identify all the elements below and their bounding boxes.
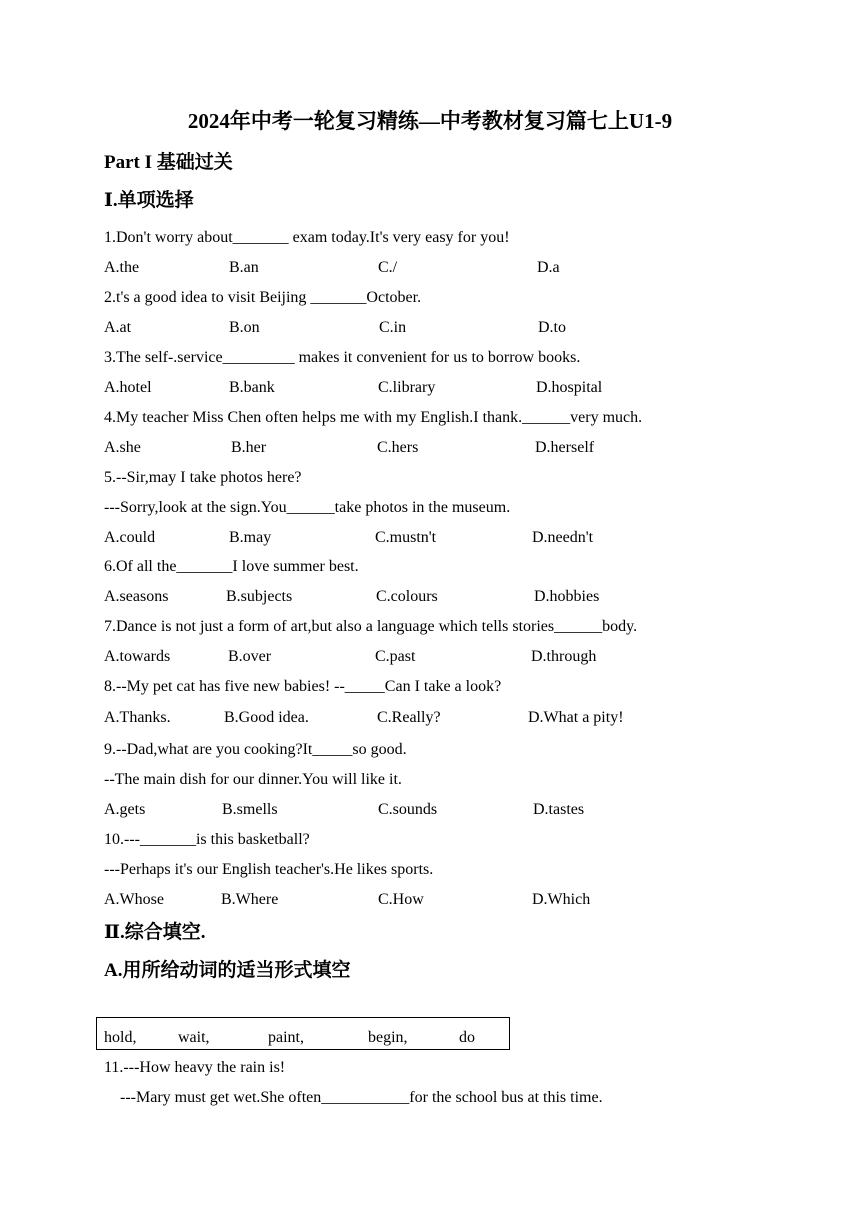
section-heading-multiple-choice: Ⅰ.单项选择 [104,190,194,211]
q9-option-b: B.smells [222,801,278,818]
question-9-text-line2: --The main dish for our dinner.You will like it. [104,771,402,788]
q1-option-d: D.a [537,259,560,276]
q3-option-b: B.bank [229,379,275,396]
question-1-text: 1.Don't worry about_______ exam today.It's very easy for you! [104,229,510,246]
question-5-text: 5.--Sir,may I take photos here? [104,469,302,486]
q8-option-b: B.Good idea. [224,709,309,726]
q4-option-a: A.she [104,439,141,456]
q6-option-c: C.colours [376,588,438,605]
word-bank-item: hold, [104,1029,137,1046]
q4-option-b: B.her [231,439,267,456]
question-5-text-line2: ---Sorry,look at the sign.You______take photos in the museum. [104,499,511,516]
q6-option-d: D.hobbies [534,588,600,605]
question-3-text: 3.The self-.service_________ makes it convenient for us to borrow books. [104,349,581,366]
q8-option-a: A.Thanks. [104,709,171,726]
q2-option-b: B.on [229,319,260,336]
q10-option-b: B.Where [221,891,279,908]
subsection-heading-verb-forms: A.用所给动词的适当形式填空 [104,960,351,981]
q7-option-a: A.towards [104,648,171,665]
q6-option-a: A.seasons [104,588,169,605]
q1-option-c: C./ [378,259,398,276]
question-2-text: 2.t's a good idea to visit Beijing _______October. [104,289,422,306]
question-8-text: 8.--My pet cat has five new babies! --_____Can I take a look? [104,678,502,695]
q5-option-a: A.could [104,529,156,546]
question-9-text: 9.--Dad,what are you cooking?It_____so good. [104,741,407,758]
q9-option-d: D.tastes [533,801,585,818]
q1-option-a: A.the [104,259,140,276]
section-heading-fill-in: Ⅱ.综合填空. [104,922,206,943]
question-10-text: 10.---_______is this basketball? [104,831,310,848]
q10-option-d: D.Which [532,891,591,908]
question-11-text: 11.---How heavy the rain is! [104,1059,286,1076]
q4-option-c: C.hers [377,439,419,456]
page-title: 2024年中考一轮复习精练—中考教材复习篇七上U1-9 [187,109,673,133]
word-bank-item: paint, [268,1029,304,1046]
q5-option-b: B.may [229,529,272,546]
q5-option-d: D.needn't [532,529,594,546]
q5-option-c: C.mustn't [375,529,437,546]
word-bank-item: wait, [178,1029,210,1046]
q8-option-c: C.Really? [377,709,441,726]
q7-option-d: D.through [531,648,597,665]
q9-option-c: C.sounds [378,801,438,818]
q2-option-d: D.to [538,319,566,336]
question-7-text: 7.Dance is not just a form of art,but also a language which tells stories______body. [104,618,638,635]
q1-option-b: B.an [229,259,259,276]
question-4-text: 4.My teacher Miss Chen often helps me with my English.I thank.______very much. [104,409,643,426]
q2-option-c: C.in [379,319,407,336]
word-bank-item: do [459,1029,475,1046]
question-6-text: 6.Of all the_______I love summer best. [104,558,359,575]
q9-option-a: A.gets [104,801,146,818]
q3-option-a: A.hotel [104,379,152,396]
q10-option-a: A.Whose [104,891,164,908]
word-bank-item: begin, [368,1029,408,1046]
question-10-text-line2: ---Perhaps it's our English teacher's.He likes sports. [104,861,434,878]
q8-option-d: D.What a pity! [528,709,624,726]
q4-option-d: D.herself [535,439,595,456]
part-heading: Part I 基础过关 [104,152,233,173]
q7-option-b: B.over [228,648,272,665]
q7-option-c: C.past [375,648,416,665]
q6-option-b: B.subjects [226,588,293,605]
question-11-text-line2: ---Mary must get wet.She often___________for the school bus at this time. [120,1089,603,1106]
q2-option-a: A.at [104,319,132,336]
q10-option-c: C.How [378,891,424,908]
q3-option-d: D.hospital [536,379,603,396]
q3-option-c: C.library [378,379,436,396]
